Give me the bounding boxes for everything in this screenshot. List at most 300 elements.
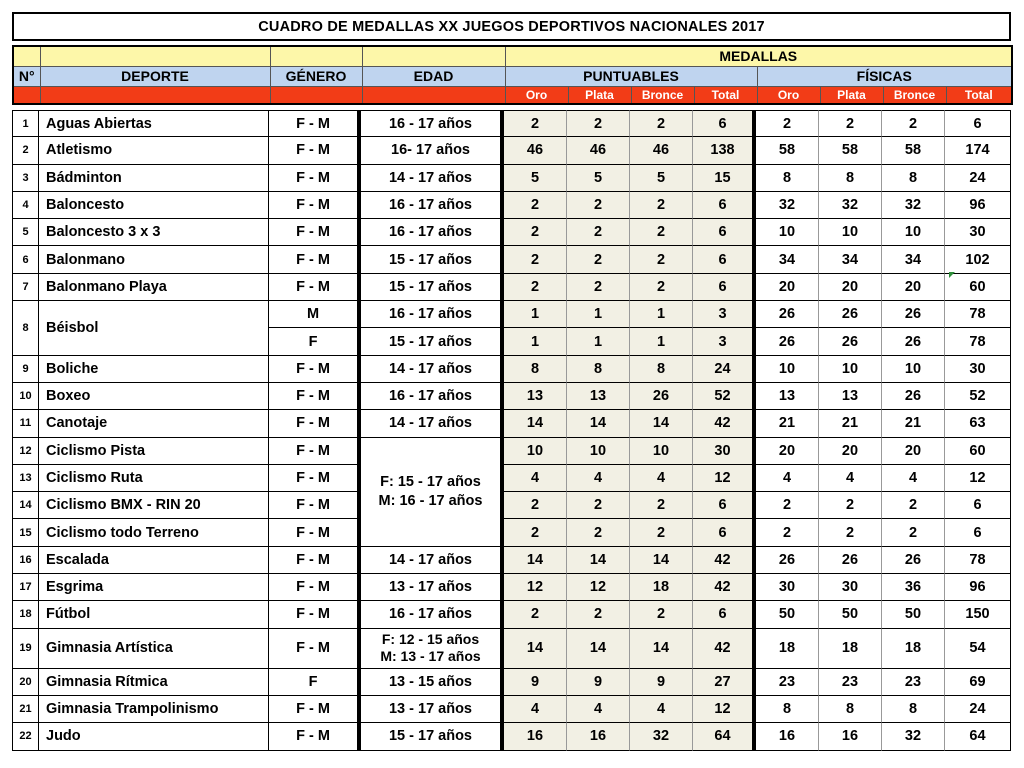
row-number: 8 <box>12 301 39 356</box>
scoring-medal: 2 <box>567 219 630 246</box>
physical-medal: 16 <box>756 723 819 750</box>
physical-medal: 8 <box>756 696 819 723</box>
table-row <box>12 137 1011 164</box>
scoring-total: 24 <box>693 356 756 383</box>
header-gender: GÉNERO <box>270 66 362 86</box>
age-cell: 15 - 17 años <box>361 723 504 750</box>
physical-medal: 10 <box>756 219 819 246</box>
header-medals: MEDALLAS <box>505 46 1012 66</box>
physical-medal: 18 <box>882 629 945 669</box>
physical-medal: 32 <box>882 192 945 219</box>
scoring-medal: 1 <box>567 328 630 355</box>
physical-medal: 10 <box>882 356 945 383</box>
physical-medal: 20 <box>882 438 945 465</box>
row-number: 14 <box>12 492 39 519</box>
age-cell-cycling <box>361 438 504 547</box>
scoring-medal: 46 <box>630 137 693 164</box>
table-row <box>12 438 1011 465</box>
scoring-total: 6 <box>693 192 756 219</box>
scoring-medal: 9 <box>504 669 567 696</box>
physical-medal: 13 <box>756 383 819 410</box>
scoring-total: 6 <box>693 492 756 519</box>
age-cell: 16 - 17 años <box>361 601 504 628</box>
scoring-medal: 4 <box>567 465 630 492</box>
scoring-total: 138 <box>693 137 756 164</box>
physical-total: 54 <box>945 629 1011 669</box>
sport-name: Gimnasia Artística <box>39 629 269 669</box>
sport-name: Ciclismo Pista <box>39 438 269 465</box>
scoring-total: 3 <box>693 301 756 328</box>
scoring-total: 64 <box>693 723 756 750</box>
age-line: M: 13 - 17 años <box>380 648 481 665</box>
physical-medal: 20 <box>819 438 882 465</box>
age-cell: 16 - 17 años <box>361 192 504 219</box>
gender-cell: F <box>269 328 361 355</box>
scoring-medal: 2 <box>504 492 567 519</box>
table-row <box>12 165 1011 192</box>
scoring-total: 15 <box>693 165 756 192</box>
scoring-total: 3 <box>693 328 756 355</box>
physical-medal: 26 <box>882 547 945 574</box>
physical-total: 78 <box>945 328 1011 355</box>
gender-cell: F - M <box>269 519 361 546</box>
physical-total: 63 <box>945 410 1011 437</box>
physical-medal: 26 <box>819 328 882 355</box>
table-row <box>12 274 1011 301</box>
scoring-total: 6 <box>693 110 756 137</box>
scoring-medal: 2 <box>630 219 693 246</box>
header-scoring: PUNTUABLES <box>505 66 757 86</box>
physical-medal: 2 <box>882 492 945 519</box>
physical-medal: 26 <box>819 547 882 574</box>
age-line: M: 16 - 17 años <box>378 492 483 509</box>
sport-name: Esgrima <box>39 574 269 601</box>
scoring-total: 42 <box>693 547 756 574</box>
scoring-medal: 46 <box>567 137 630 164</box>
scoring-medal: 2 <box>567 110 630 137</box>
row-number: 2 <box>12 137 39 164</box>
table-row <box>12 696 1011 723</box>
physical-total: 60 <box>945 438 1011 465</box>
physical-total: 102 <box>945 246 1011 273</box>
age-cell: 13 - 17 años <box>361 696 504 723</box>
scoring-medal: 10 <box>567 438 630 465</box>
header-col: Bronce <box>883 86 946 104</box>
scoring-medal: 16 <box>504 723 567 750</box>
physical-medal: 20 <box>756 438 819 465</box>
scoring-total: 42 <box>693 574 756 601</box>
physical-medal: 26 <box>756 301 819 328</box>
age-cell: 16 - 17 años <box>361 383 504 410</box>
physical-total: 24 <box>945 696 1011 723</box>
table-row <box>12 219 1011 246</box>
row-number: 4 <box>12 192 39 219</box>
physical-medal: 32 <box>819 192 882 219</box>
table-row <box>12 669 1011 696</box>
scoring-total: 6 <box>693 246 756 273</box>
row-number: 9 <box>12 356 39 383</box>
physical-medal: 23 <box>819 669 882 696</box>
scoring-medal: 12 <box>504 574 567 601</box>
physical-medal: 26 <box>756 547 819 574</box>
scoring-medal: 2 <box>504 601 567 628</box>
age-cell: 16 - 17 años <box>361 219 504 246</box>
gender-cell: F - M <box>269 192 361 219</box>
age-cell: 16 - 17 años <box>361 110 504 137</box>
cell-comment-marker <box>949 272 955 278</box>
table-row <box>12 356 1011 383</box>
sport-name: Boxeo <box>39 383 269 410</box>
gender-cell: F - M <box>269 246 361 273</box>
sport-name: Gimnasia Rítmica <box>39 669 269 696</box>
scoring-medal: 8 <box>567 356 630 383</box>
table-row <box>12 246 1011 273</box>
header-col: Oro <box>505 86 568 104</box>
scoring-medal: 14 <box>630 547 693 574</box>
gender-cell: F - M <box>269 492 361 519</box>
sport-name: Bádminton <box>39 165 269 192</box>
medal-table <box>12 110 1011 751</box>
physical-medal: 26 <box>756 328 819 355</box>
scoring-medal: 4 <box>567 696 630 723</box>
row-number: 5 <box>12 219 39 246</box>
sport-name: Balonmano Playa <box>39 274 269 301</box>
row-number: 7 <box>12 274 39 301</box>
header-col: Plata <box>568 86 631 104</box>
gender-cell: F - M <box>269 383 361 410</box>
gender-cell: F - M <box>269 574 361 601</box>
table-row <box>12 301 1011 328</box>
physical-medal: 4 <box>819 465 882 492</box>
physical-total: 24 <box>945 165 1011 192</box>
table-row <box>12 492 1011 519</box>
header-age-top <box>362 46 505 66</box>
gender-cell: F - M <box>269 629 361 669</box>
scoring-medal: 2 <box>630 519 693 546</box>
row-number: 21 <box>12 696 39 723</box>
scoring-total: 6 <box>693 519 756 546</box>
header-sport-top <box>40 46 270 66</box>
scoring-medal: 10 <box>630 438 693 465</box>
row-number: 13 <box>12 465 39 492</box>
physical-medal: 50 <box>819 601 882 628</box>
physical-medal: 36 <box>882 574 945 601</box>
physical-medal: 10 <box>819 219 882 246</box>
sport-name: Fútbol <box>39 601 269 628</box>
scoring-total: 6 <box>693 601 756 628</box>
row-number: 18 <box>12 601 39 628</box>
scoring-medal: 2 <box>504 110 567 137</box>
scoring-total: 30 <box>693 438 756 465</box>
physical-medal: 26 <box>882 328 945 355</box>
physical-medal: 21 <box>819 410 882 437</box>
scoring-medal: 4 <box>630 696 693 723</box>
physical-medal: 10 <box>756 356 819 383</box>
table-row <box>12 192 1011 219</box>
scoring-medal: 14 <box>567 410 630 437</box>
age-cell-gymnastics <box>361 629 504 669</box>
row-number: 15 <box>12 519 39 546</box>
sport-name: Ciclismo BMX - RIN 20 <box>39 492 269 519</box>
age-cell: 16 - 17 años <box>361 301 504 328</box>
scoring-medal: 2 <box>567 192 630 219</box>
gender-cell: F - M <box>269 110 361 137</box>
physical-total: 96 <box>945 192 1011 219</box>
physical-medal: 10 <box>882 219 945 246</box>
physical-medal: 10 <box>819 356 882 383</box>
scoring-medal: 16 <box>567 723 630 750</box>
scoring-total: 52 <box>693 383 756 410</box>
physical-total: 96 <box>945 574 1011 601</box>
sport-name: Baloncesto 3 x 3 <box>39 219 269 246</box>
header-gender-sub <box>270 86 362 104</box>
scoring-medal: 10 <box>504 438 567 465</box>
physical-medal: 20 <box>882 274 945 301</box>
scoring-medal: 46 <box>504 137 567 164</box>
physical-total: 30 <box>945 219 1011 246</box>
scoring-medal: 14 <box>504 410 567 437</box>
gender-cell: F - M <box>269 723 361 750</box>
scoring-medal: 2 <box>504 246 567 273</box>
scoring-medal: 5 <box>630 165 693 192</box>
physical-medal: 4 <box>882 465 945 492</box>
scoring-medal: 13 <box>504 383 567 410</box>
gender-cell: M <box>269 301 361 328</box>
header-sport: DEPORTE <box>40 66 270 86</box>
header-num-top <box>13 46 40 66</box>
scoring-total: 12 <box>693 465 756 492</box>
physical-total: 6 <box>945 110 1011 137</box>
physical-medal: 2 <box>756 492 819 519</box>
scoring-medal: 2 <box>504 519 567 546</box>
scoring-total: 42 <box>693 410 756 437</box>
gender-cell: F - M <box>269 137 361 164</box>
scoring-medal: 14 <box>567 547 630 574</box>
sport-name: Balonmano <box>39 246 269 273</box>
physical-medal: 8 <box>882 696 945 723</box>
gender-cell: F - M <box>269 274 361 301</box>
physical-medal: 26 <box>819 301 882 328</box>
scoring-medal: 8 <box>504 356 567 383</box>
row-number: 3 <box>12 165 39 192</box>
physical-medal: 2 <box>819 110 882 137</box>
physical-medal: 26 <box>882 383 945 410</box>
physical-medal: 2 <box>882 519 945 546</box>
scoring-medal: 2 <box>630 192 693 219</box>
physical-medal: 18 <box>819 629 882 669</box>
physical-medal: 34 <box>819 246 882 273</box>
scoring-medal: 13 <box>567 383 630 410</box>
scoring-medal: 2 <box>630 274 693 301</box>
physical-total: 60 <box>945 274 1011 301</box>
sport-name: Judo <box>39 723 269 750</box>
row-number: 22 <box>12 723 39 750</box>
physical-medal: 58 <box>882 137 945 164</box>
row-number: 16 <box>12 547 39 574</box>
scoring-total: 42 <box>693 629 756 669</box>
scoring-medal: 1 <box>504 328 567 355</box>
physical-medal: 23 <box>882 669 945 696</box>
age-cell: 14 - 17 años <box>361 410 504 437</box>
table-row <box>12 519 1011 546</box>
physical-medal: 16 <box>819 723 882 750</box>
sport-name: Escalada <box>39 547 269 574</box>
age-cell: 13 - 15 años <box>361 669 504 696</box>
row-number: 11 <box>12 410 39 437</box>
table-row <box>12 723 1011 750</box>
scoring-medal: 2 <box>567 492 630 519</box>
table-header <box>12 45 1013 105</box>
gender-cell: F <box>269 669 361 696</box>
sport-name: Béisbol <box>39 301 269 356</box>
page-title: CUADRO DE MEDALLAS XX JUEGOS DEPORTIVOS NACIONALES 2017 <box>12 12 1011 41</box>
scoring-medal: 4 <box>630 465 693 492</box>
physical-total: 78 <box>945 547 1011 574</box>
scoring-medal: 2 <box>567 519 630 546</box>
scoring-medal: 5 <box>567 165 630 192</box>
gender-cell: F - M <box>269 410 361 437</box>
age-cell: 15 - 17 años <box>361 328 504 355</box>
sport-name: Gimnasia Trampolinismo <box>39 696 269 723</box>
scoring-total: 12 <box>693 696 756 723</box>
scoring-total: 6 <box>693 219 756 246</box>
scoring-medal: 14 <box>504 629 567 669</box>
physical-medal: 13 <box>819 383 882 410</box>
row-number: 10 <box>12 383 39 410</box>
header-physical: FÍSICAS <box>757 66 1012 86</box>
scoring-medal: 14 <box>630 629 693 669</box>
physical-total: 52 <box>945 383 1011 410</box>
scoring-medal: 18 <box>630 574 693 601</box>
scoring-medal: 1 <box>567 301 630 328</box>
table-row <box>12 383 1011 410</box>
age-cell: 16- 17 años <box>361 137 504 164</box>
sport-name: Aguas Abiertas <box>39 110 269 137</box>
physical-medal: 50 <box>882 601 945 628</box>
age-cell: 13 - 17 años <box>361 574 504 601</box>
physical-medal: 8 <box>819 165 882 192</box>
gender-cell: F - M <box>269 356 361 383</box>
scoring-medal: 1 <box>504 301 567 328</box>
physical-total: 64 <box>945 723 1011 750</box>
physical-medal: 20 <box>819 274 882 301</box>
row-number: 17 <box>12 574 39 601</box>
physical-total: 69 <box>945 669 1011 696</box>
scoring-medal: 2 <box>567 601 630 628</box>
scoring-medal: 1 <box>630 328 693 355</box>
age-cell: 14 - 17 años <box>361 165 504 192</box>
header-age: EDAD <box>362 66 505 86</box>
sport-name: Canotaje <box>39 410 269 437</box>
scoring-medal: 14 <box>630 410 693 437</box>
physical-medal: 26 <box>882 301 945 328</box>
row-number: 12 <box>12 438 39 465</box>
physical-medal: 30 <box>819 574 882 601</box>
physical-medal: 32 <box>756 192 819 219</box>
scoring-medal: 32 <box>630 723 693 750</box>
gender-cell: F - M <box>269 465 361 492</box>
scoring-medal: 2 <box>630 110 693 137</box>
sport-name: Baloncesto <box>39 192 269 219</box>
sport-name: Boliche <box>39 356 269 383</box>
physical-medal: 2 <box>756 110 819 137</box>
scoring-medal: 9 <box>567 669 630 696</box>
physical-medal: 21 <box>882 410 945 437</box>
header-gender-top <box>270 46 362 66</box>
physical-medal: 23 <box>756 669 819 696</box>
gender-cell: F - M <box>269 165 361 192</box>
scoring-medal: 2 <box>567 246 630 273</box>
physical-medal: 34 <box>882 246 945 273</box>
physical-medal: 58 <box>756 137 819 164</box>
physical-total: 78 <box>945 301 1011 328</box>
scoring-medal: 4 <box>504 696 567 723</box>
table-row <box>12 110 1011 137</box>
physical-total: 150 <box>945 601 1011 628</box>
scoring-medal: 4 <box>504 465 567 492</box>
scoring-medal: 9 <box>630 669 693 696</box>
scoring-medal: 2 <box>504 192 567 219</box>
scoring-medal: 2 <box>630 246 693 273</box>
gender-cell: F - M <box>269 219 361 246</box>
physical-medal: 2 <box>819 492 882 519</box>
physical-total: 12 <box>945 465 1011 492</box>
physical-medal: 8 <box>819 696 882 723</box>
header-sport-sub <box>40 86 270 104</box>
physical-medal: 2 <box>819 519 882 546</box>
scoring-medal: 26 <box>630 383 693 410</box>
table-row <box>12 601 1011 628</box>
gender-cell: F - M <box>269 601 361 628</box>
physical-total: 30 <box>945 356 1011 383</box>
physical-medal: 2 <box>756 519 819 546</box>
header-num: N° <box>13 66 40 86</box>
scoring-medal: 12 <box>567 574 630 601</box>
table-row <box>12 410 1011 437</box>
gender-cell: F - M <box>269 438 361 465</box>
scoring-medal: 8 <box>630 356 693 383</box>
row-number: 1 <box>12 110 39 137</box>
scoring-medal: 14 <box>504 547 567 574</box>
physical-medal: 18 <box>756 629 819 669</box>
scoring-medal: 2 <box>504 219 567 246</box>
scoring-medal: 1 <box>630 301 693 328</box>
age-cell: 15 - 17 años <box>361 246 504 273</box>
header-col: Bronce <box>631 86 694 104</box>
scoring-medal: 2 <box>630 601 693 628</box>
row-number: 20 <box>12 669 39 696</box>
header-num-sub <box>13 86 40 104</box>
header-age-sub <box>362 86 505 104</box>
physical-total: 174 <box>945 137 1011 164</box>
age-cell: 15 - 17 años <box>361 274 504 301</box>
scoring-medal: 5 <box>504 165 567 192</box>
scoring-medal: 2 <box>630 492 693 519</box>
physical-medal: 34 <box>756 246 819 273</box>
physical-medal: 8 <box>882 165 945 192</box>
sport-name: Atletismo <box>39 137 269 164</box>
physical-medal: 20 <box>756 274 819 301</box>
sport-name: Ciclismo todo Terreno <box>39 519 269 546</box>
sport-name: Ciclismo Ruta <box>39 465 269 492</box>
physical-medal: 2 <box>882 110 945 137</box>
physical-total: 6 <box>945 492 1011 519</box>
age-line: F: 12 - 15 años <box>381 631 480 648</box>
physical-medal: 30 <box>756 574 819 601</box>
row-number: 19 <box>12 629 39 669</box>
scoring-medal: 2 <box>567 274 630 301</box>
physical-medal: 4 <box>756 465 819 492</box>
